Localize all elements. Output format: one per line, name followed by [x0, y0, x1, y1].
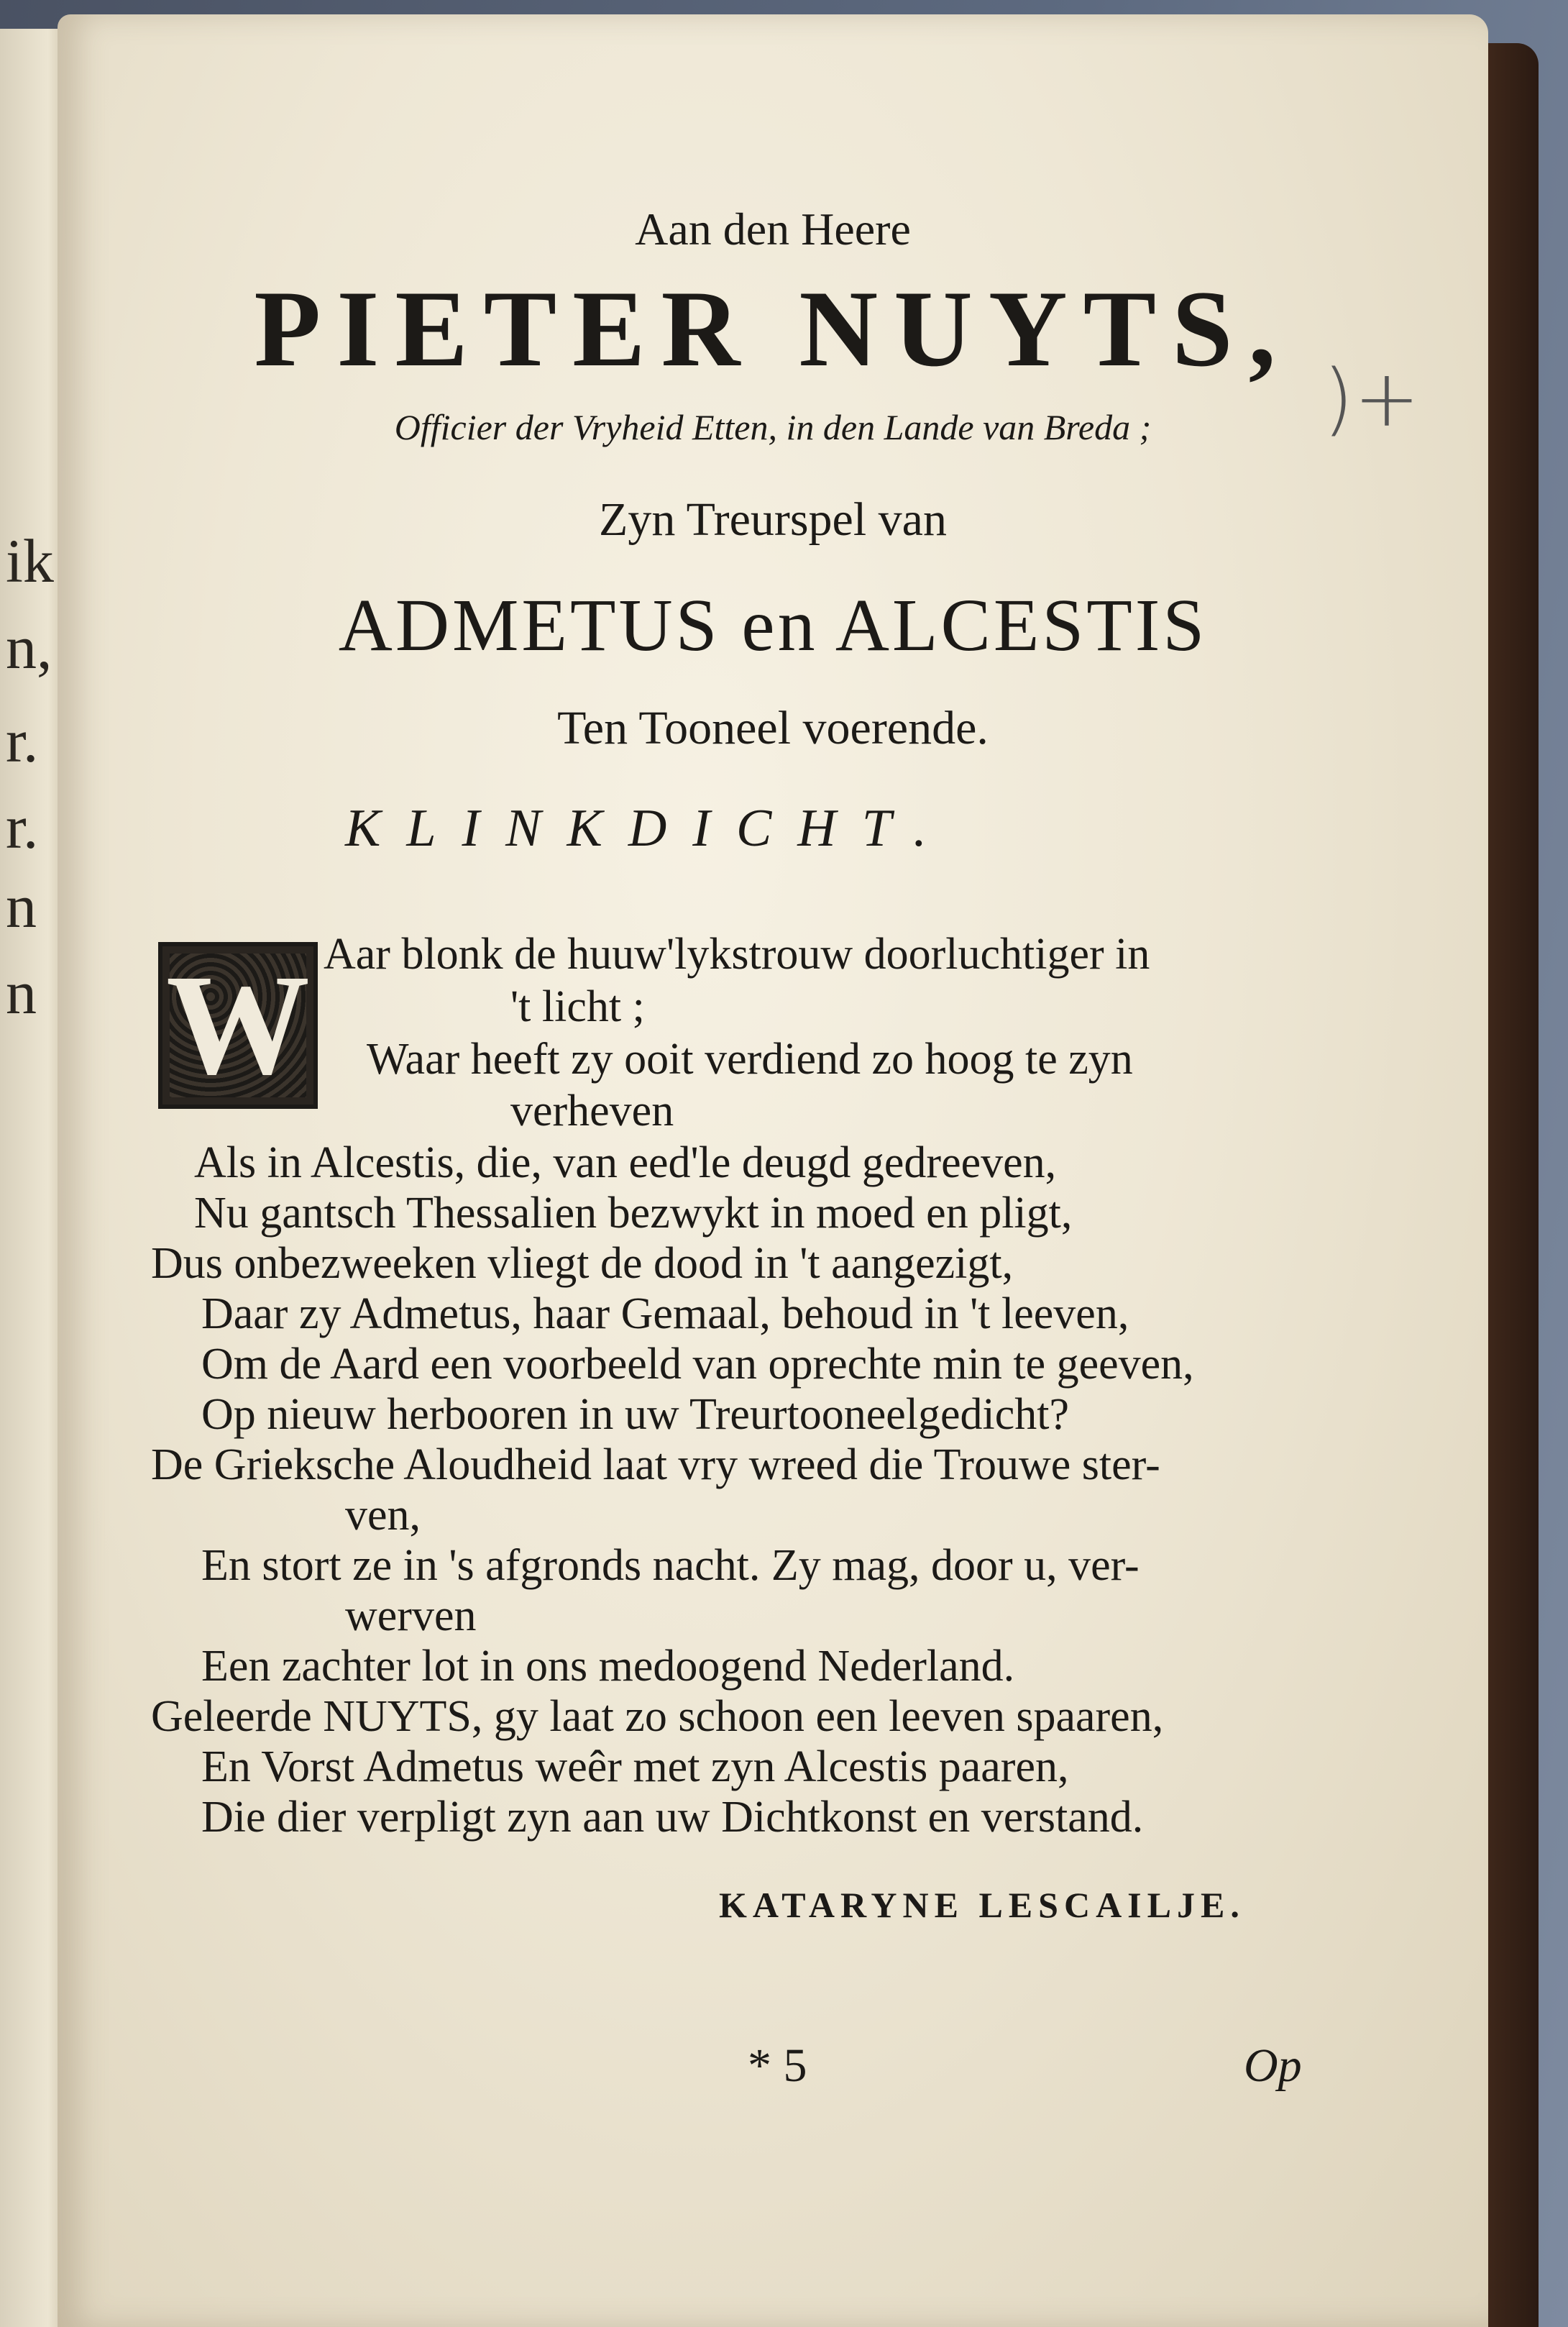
verse-line: Dus onbezweeken vliegt de dood in 't aangezigt,	[151, 1239, 1014, 1288]
left-page-fragment: n	[6, 872, 37, 941]
verse-line: ven,	[345, 1491, 421, 1540]
verse-line: Een zachter lot in ons medoogend Nederland.	[201, 1642, 1015, 1691]
left-page-fragment: n,	[6, 613, 52, 682]
play-title: ADMETUS en ALCESTIS	[338, 584, 1208, 667]
verse-line: Daar zy Admetus, haar Gemaal, behoud in 't leeven,	[201, 1289, 1129, 1338]
decorated-initial	[158, 942, 318, 1109]
signature-mark: * 5	[748, 2039, 807, 2092]
left-page-fragment: n	[6, 958, 37, 1027]
verse-line: Geleerde NUYTS, gy laat zo schoon een leeven spaaren,	[151, 1692, 1164, 1741]
left-page-fragment: ik	[6, 526, 54, 595]
pencil-annotation: )+	[1323, 352, 1421, 444]
verse-line: verheven	[510, 1087, 674, 1135]
catchword: Op	[1244, 2039, 1302, 2092]
verse-line: Waar heeft zy ooit verdiend zo hoog te zyn	[367, 1035, 1133, 1084]
verse-line: Die dier verpligt zyn aan uw Dichtkonst en verstand.	[201, 1793, 1144, 1842]
verse-line: 't licht ;	[510, 982, 645, 1031]
initial-letter: W	[166, 946, 310, 1105]
play-intro-line: Zyn Treurspel van	[599, 493, 947, 546]
verse-line: Als in Alcestis, die, van eed'le deugd gedreeven,	[194, 1138, 1057, 1187]
author-signature: KATARYNE LESCAILJE.	[719, 1885, 1245, 1925]
verse-line: Aar blonk de huuw'lykstrouw doorluchtiger in	[324, 930, 1150, 979]
left-page-fragment: r.	[6, 792, 39, 861]
dedicatee-name: PIETER NUYTS,	[254, 268, 1292, 389]
book-page	[58, 14, 1488, 2327]
verse-line: De Grieksche Aloudheid laat vry wreed die Trouwe ster-	[151, 1440, 1160, 1489]
play-subtitle: Ten Tooneel voerende.	[557, 702, 989, 754]
verse-line: Om de Aard een voorbeeld van oprechte min te geeven,	[201, 1340, 1194, 1389]
verse-line: En stort ze in 's afgronds nacht. Zy mag, door u, ver-	[201, 1541, 1140, 1590]
verse-line: Nu gantsch Thessalien bezwykt in moed en pligt,	[194, 1189, 1073, 1238]
dedicatee-office: Officier der Vryheid Etten, in den Lande van Breda ;	[394, 407, 1152, 447]
dedication-line: Aan den Heere	[635, 204, 911, 255]
verse-line: Op nieuw herbooren in uw Treurtooneelgedicht?	[201, 1390, 1070, 1439]
verse-line: En Vorst Admetus weêr met zyn Alcestis paaren,	[201, 1742, 1069, 1791]
verse-line: werven	[345, 1591, 477, 1640]
left-page-fragment: r.	[6, 706, 39, 775]
section-title: KLINKDICHT.	[345, 799, 953, 858]
